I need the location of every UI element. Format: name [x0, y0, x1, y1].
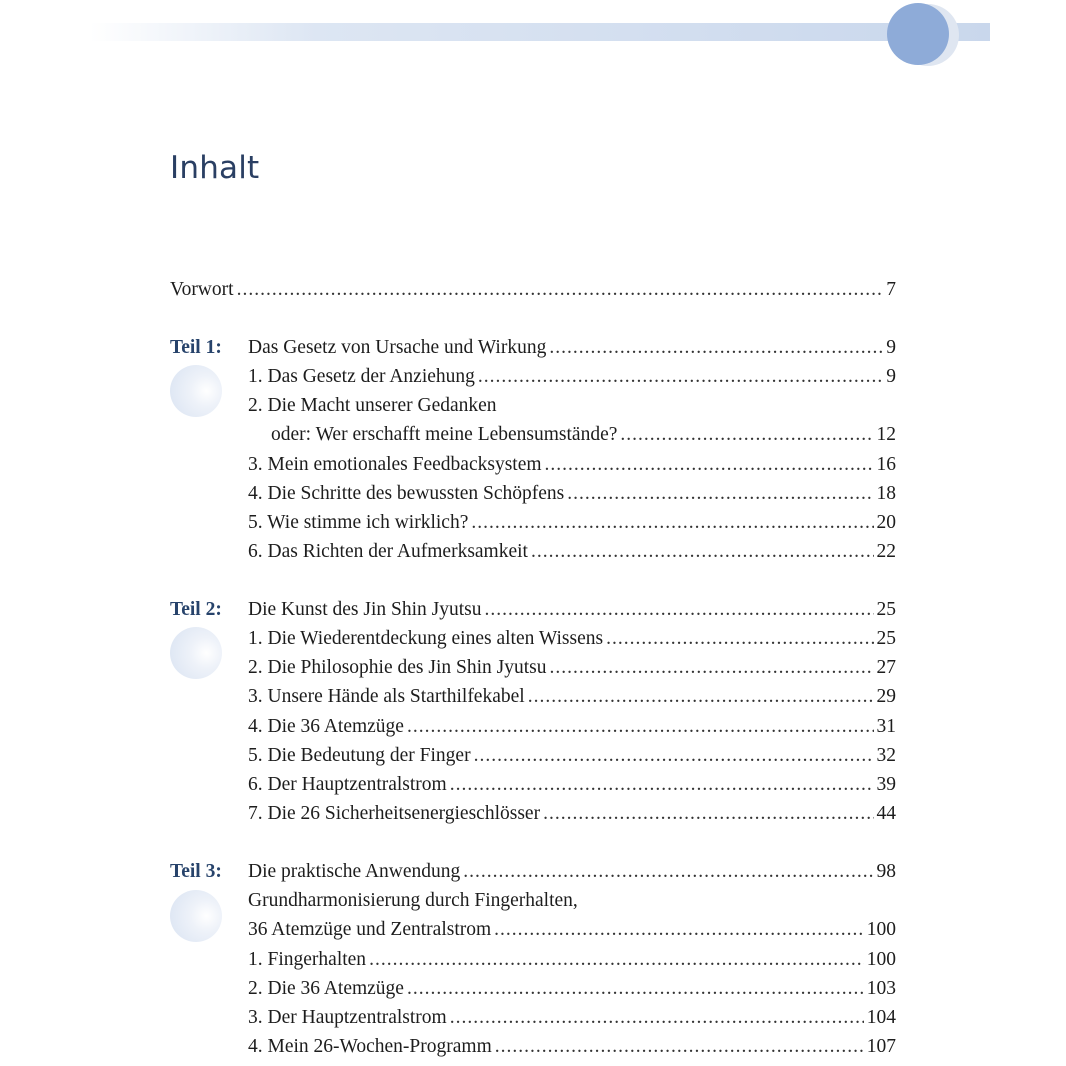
toc-entry[interactable] [170, 599, 896, 628]
toc-page-number: 39 [876, 774, 896, 795]
toc-entry[interactable] [170, 890, 896, 919]
toc-page-number: 25 [876, 598, 896, 620]
header-circle [887, 3, 949, 65]
toc-entry-label: 5. Die Bedeutung der Finger [248, 744, 471, 766]
toc-page-number: 9 [886, 365, 896, 387]
dot-leader [543, 803, 873, 825]
toc-entry-label: 2. Die Macht unserer Gedanken [248, 395, 497, 417]
toc-page-number: 7 [886, 279, 896, 300]
toc-page-number: 20 [876, 511, 896, 533]
dot-leader [474, 745, 874, 767]
dot-leader [528, 686, 874, 708]
toc-entry-label: Das Gesetz von Ursache und Wirkung [248, 336, 547, 358]
toc-page-number: 9 [886, 336, 896, 358]
dot-leader [369, 949, 864, 971]
toc-page-number: 16 [876, 453, 896, 475]
toc-entry[interactable] [170, 716, 896, 745]
header-band [90, 23, 990, 41]
dot-leader [606, 628, 873, 650]
dot-leader [531, 541, 874, 563]
dot-leader [237, 279, 884, 301]
toc-page-number: 100 [866, 948, 896, 970]
toc-entry-label: 4. Die 36 Atemzüge [248, 715, 404, 737]
toc-entry-label: Die praktische Anwendung [248, 860, 461, 882]
dot-leader [463, 861, 873, 883]
toc-entry-label: 1. Das Gesetz der Anziehung [248, 365, 475, 387]
toc-entry-label: Vorwort [170, 279, 234, 300]
toc-page-number: 32 [876, 744, 896, 766]
toc-entry-vorwort[interactable] [170, 279, 896, 308]
toc-entry[interactable] [170, 541, 896, 570]
toc-entry[interactable] [170, 949, 896, 978]
page-title: Inhalt [170, 150, 260, 186]
toc-page-number: 18 [876, 482, 896, 504]
toc-page-number: 103 [866, 977, 896, 999]
toc-entry[interactable] [170, 919, 896, 948]
table-of-contents [170, 279, 896, 1065]
dot-leader [450, 1007, 864, 1029]
toc-entry-label: 3. Unsere Hände als Starthilfekabel [248, 686, 525, 708]
toc-page-number: 44 [876, 803, 896, 825]
dot-leader [450, 774, 874, 796]
toc-page-number: 107 [866, 1036, 896, 1058]
toc-entry[interactable] [170, 395, 896, 424]
toc-page-number: 12 [876, 424, 896, 446]
dot-leader [549, 337, 883, 359]
toc-entry-label: 5. Wie stimme ich wirklich? [248, 511, 469, 533]
dot-leader [567, 483, 873, 505]
toc-entry-label: Grundharmonisierung durch Fingerhalten, [248, 890, 578, 912]
toc-page-number: 100 [866, 919, 896, 941]
toc-entry-label: 7. Die 26 Sicherheitsenergieschlösser [248, 803, 541, 825]
part-label: Teil 1: [170, 336, 222, 358]
toc-entry-label: 6. Der Hauptzentralstrom [248, 774, 447, 795]
toc-entry-label: 1. Fingerhalten [248, 948, 367, 970]
toc-page-number: 98 [876, 860, 896, 882]
toc-entry[interactable] [170, 1007, 896, 1036]
toc-entry-label: 3. Der Hauptzentralstrom [248, 1006, 447, 1028]
toc-entry[interactable] [170, 454, 896, 483]
toc-entry-label: 36 Atemzüge und Zentralstrom [248, 919, 492, 941]
toc-entry[interactable] [170, 337, 896, 366]
toc-entry[interactable] [170, 774, 896, 803]
dot-leader [484, 599, 873, 621]
toc-entry-label: 2. Die Philosophie des Jin Shin Jyutsu [248, 657, 547, 679]
toc-page-number: 22 [876, 541, 896, 563]
dot-leader [495, 1036, 864, 1058]
toc-entry[interactable] [170, 686, 896, 715]
toc-entry[interactable] [170, 657, 896, 686]
toc-entry-label: Die Kunst des Jin Shin Jyutsu [248, 598, 482, 620]
toc-entry-label: oder: Wer erschafft meine Lebensumstände? [271, 424, 618, 446]
dot-leader [407, 978, 864, 1000]
toc-entry[interactable] [170, 512, 896, 541]
dot-leader [620, 424, 873, 446]
dot-leader [471, 512, 873, 534]
toc-entry[interactable] [170, 978, 896, 1007]
toc-entry[interactable] [170, 745, 896, 774]
toc-entry[interactable] [170, 366, 896, 395]
toc-entry-label: 4. Die Schritte des bewussten Schöpfens [248, 482, 565, 504]
dot-leader [407, 716, 874, 738]
toc-entry-label: 1. Die Wiederentdeckung eines alten Wissens [248, 628, 604, 650]
toc-entry[interactable] [170, 1036, 896, 1065]
toc-entry-label: 4. Mein 26-Wochen-Programm [248, 1036, 492, 1058]
dot-leader [549, 657, 873, 679]
toc-page-number: 104 [866, 1006, 896, 1028]
toc-entry[interactable] [170, 861, 896, 890]
part-label: Teil 2: [170, 598, 222, 620]
toc-entry[interactable] [170, 424, 896, 453]
toc-page-number: 25 [876, 628, 896, 650]
part-label: Teil 3: [170, 860, 222, 882]
dot-leader [545, 454, 874, 476]
toc-entry[interactable] [170, 483, 896, 512]
toc-entry-label: 2. Die 36 Atemzüge [248, 977, 404, 999]
toc-entry[interactable] [170, 803, 896, 832]
dot-leader [478, 366, 883, 388]
toc-entry-label: 3. Mein emotionales Feedbacksystem [248, 453, 542, 475]
toc-page-number: 31 [876, 715, 896, 737]
toc-page-number: 29 [876, 686, 896, 708]
toc-entry[interactable] [170, 628, 896, 657]
toc-page-number: 27 [876, 657, 896, 679]
dot-leader [494, 919, 864, 941]
toc-entry-label: 6. Das Richten der Aufmerksamkeit [248, 541, 528, 563]
